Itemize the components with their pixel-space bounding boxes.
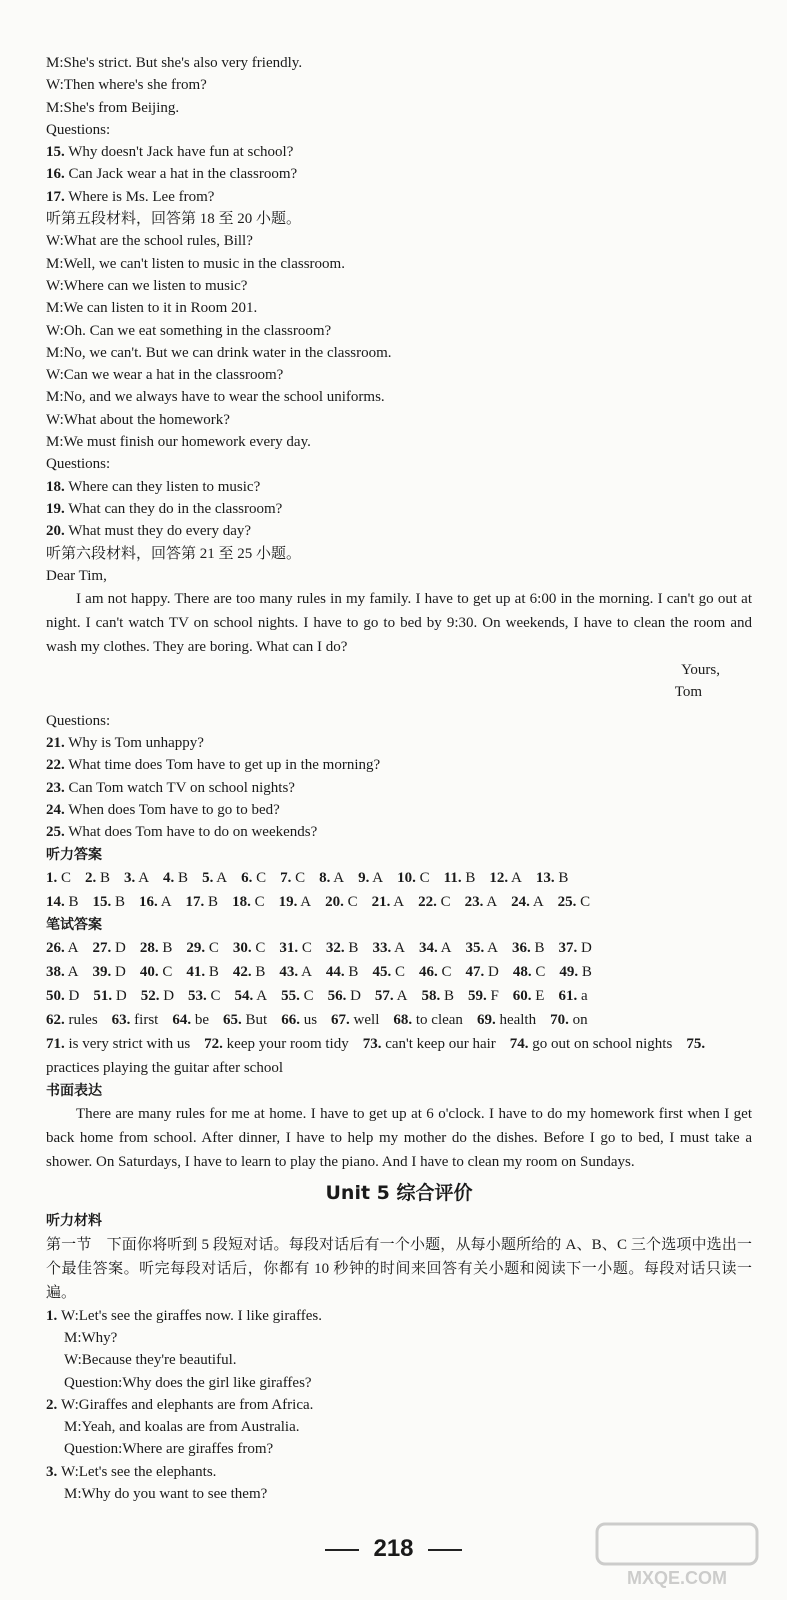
question-number: 24. bbox=[46, 801, 65, 818]
answer-item: 41. B bbox=[186, 964, 219, 981]
answer-item: 37. D bbox=[558, 940, 592, 957]
answer-item: 73. can't keep our hair bbox=[362, 1036, 496, 1053]
answer-item: 55. C bbox=[281, 988, 314, 1005]
page-number: 218 bbox=[0, 1535, 787, 1563]
line-text: W:Giraffes and elephants are from Africa. bbox=[61, 1396, 314, 1413]
text-line bbox=[46, 754, 752, 776]
line-text: M:She's from Beijing. bbox=[46, 99, 180, 116]
answer-item: 59. F bbox=[467, 988, 499, 1005]
answer-item: 58. B bbox=[421, 988, 454, 1005]
text-line bbox=[46, 732, 752, 754]
answer-item: 40. C bbox=[139, 964, 173, 981]
text-line bbox=[46, 543, 752, 565]
text-line bbox=[46, 52, 752, 74]
answer-item: 9. A bbox=[358, 869, 384, 886]
line-text: Where is Ms. Lee from? bbox=[64, 188, 215, 205]
line-text: M:No, we can't. But we can drink water in the classroom. bbox=[46, 344, 392, 361]
answer-item: 10. C bbox=[397, 869, 430, 886]
answer-item: 1. C bbox=[46, 869, 72, 886]
answer-item: 3. A bbox=[124, 869, 150, 886]
question-number: 21. bbox=[46, 735, 65, 752]
text-line bbox=[46, 821, 752, 843]
answer-item: 22. C bbox=[418, 893, 451, 910]
text-line bbox=[46, 409, 752, 431]
answer-item: 74. go out on school nights bbox=[509, 1036, 673, 1053]
text-line bbox=[46, 710, 752, 732]
line-text: M:No, and we always have to wear the school uniforms. bbox=[46, 389, 385, 406]
text-line bbox=[46, 163, 752, 185]
answer-item: 8. A bbox=[319, 869, 345, 886]
answer-item: 28. B bbox=[139, 940, 173, 957]
answer-item: 47. D bbox=[465, 964, 499, 981]
line-text: M:Yeah, and koalas are from Australia. bbox=[64, 1419, 300, 1436]
answer-item: 5. A bbox=[202, 869, 228, 886]
text-line bbox=[46, 799, 752, 821]
question-number: 3. bbox=[46, 1463, 61, 1480]
answer-item: 60. E bbox=[512, 988, 545, 1005]
answer-item: 48. C bbox=[512, 964, 546, 981]
line-text: W:Where can we listen to music? bbox=[46, 277, 248, 294]
text-line bbox=[46, 364, 752, 386]
answer-item: 29. C bbox=[186, 940, 219, 957]
text-line bbox=[46, 97, 752, 119]
answer-item: 25. C bbox=[557, 893, 591, 910]
answer-item: 20. C bbox=[325, 893, 358, 910]
dialog-line bbox=[46, 1483, 752, 1505]
watermark-logo bbox=[577, 1520, 777, 1590]
answer-item: 71. is very strict with us bbox=[46, 1036, 191, 1053]
answer-item: 6. C bbox=[241, 869, 267, 886]
answer-item: 54. A bbox=[234, 988, 268, 1005]
answer-item: 44. B bbox=[325, 964, 359, 981]
letter-close: Yours, bbox=[681, 662, 720, 679]
unit-title: Unit 5 综合评价 bbox=[325, 1182, 473, 1205]
answer-item: 70. on bbox=[550, 1012, 588, 1029]
text-line bbox=[46, 119, 752, 141]
line-text: What time does Tom have to get up in the morning? bbox=[64, 757, 381, 774]
answer-item: 18. C bbox=[232, 893, 265, 910]
line-text: W:What are the school rules, Bill? bbox=[46, 233, 253, 250]
answer-item: 2. B bbox=[85, 869, 111, 886]
line-text: When does Tom have to go to bed? bbox=[64, 801, 280, 818]
answer-item: 67. well bbox=[331, 1012, 380, 1029]
line-text: What does Tom have to do on weekends? bbox=[64, 824, 318, 841]
question-number: 18. bbox=[46, 478, 65, 495]
question-number: 19. bbox=[46, 500, 65, 517]
dialog-line bbox=[46, 1438, 752, 1460]
listening-answers-heading: 听力答案 bbox=[46, 846, 102, 863]
page-content bbox=[46, 52, 752, 1505]
question-number: 1. bbox=[46, 1307, 61, 1324]
answer-item: 46. C bbox=[418, 964, 452, 981]
line-text: M:Why? bbox=[64, 1329, 118, 1346]
answer-item: 43. A bbox=[279, 964, 312, 981]
answer-item: 69. health bbox=[476, 1012, 537, 1029]
line-text: What must they do every day? bbox=[64, 523, 252, 540]
dialog-line bbox=[46, 1394, 752, 1416]
section-intro: 第一节 下面你将听到 5 段短对话。每段对话后有一个小题，从每小题所给的 A、B、C 三个选项中选出一个最佳答案。听完每段对话后，你都有 10 秒钟的时间来回答有关小题和阅读下一小题。每段对话只读一遍。 bbox=[46, 1236, 752, 1301]
answer-item: 64. be bbox=[172, 1012, 210, 1029]
text-line bbox=[46, 431, 752, 453]
answer-item: 53. C bbox=[188, 988, 221, 1005]
dialogs-block bbox=[46, 1305, 752, 1506]
written-answers-heading: 笔试答案 bbox=[46, 916, 102, 933]
line-text: M:Well, we can't listen to music in the classroom. bbox=[46, 255, 345, 272]
answer-item: 4. B bbox=[163, 869, 189, 886]
listening-material-heading: 听力材料 bbox=[46, 1213, 102, 1230]
answer-item: 34. A bbox=[418, 940, 452, 957]
answer-item: 11. B bbox=[443, 869, 476, 886]
answer-item: 66. us bbox=[281, 1012, 318, 1029]
answer-item: 49. B bbox=[559, 964, 592, 981]
answer-item: 61. a bbox=[558, 988, 588, 1005]
answer-item: 38. A bbox=[46, 964, 79, 981]
letter-sign: Tom bbox=[674, 684, 702, 701]
answer-item: 31. C bbox=[279, 940, 312, 957]
line-text: Question:Where are giraffes from? bbox=[64, 1441, 274, 1458]
dialog-line bbox=[46, 1349, 752, 1371]
dialog-line bbox=[46, 1327, 752, 1349]
writing-heading: 书面表达 bbox=[46, 1083, 102, 1100]
listening-answers bbox=[46, 866, 752, 914]
written-answers bbox=[46, 936, 752, 1080]
line-text: 听第六段材料，回答第 21 至 25 小题。 bbox=[46, 545, 302, 562]
letter-body: I am not happy. There are too many rules in my family. I have to get up at 6:00 in the morning. I can't go out at night. I can't watch TV on school nights. I have to go to bed by 9:30. On weekends, I have to clean the room and wash my clothes. They are boring. What can I do? bbox=[46, 591, 752, 656]
answer-item: 62. rules bbox=[46, 1012, 98, 1029]
answer-item: 45. C bbox=[372, 964, 405, 981]
writing-body: There are many rules for me at home. I have to get up at 6 o'clock. I have to do my homework first when I get back home from school. After dinner, I have to help my mother do the dishes. Before I go to bed, I must take a shower. On Saturdays, I have to learn to play the piano. And I have to clean my room on Sundays. bbox=[46, 1106, 752, 1171]
line-text: M:We can listen to it in Room 201. bbox=[46, 300, 258, 317]
dialog-line bbox=[46, 1372, 752, 1394]
answer-item: 21. A bbox=[371, 893, 405, 910]
answer-item: 42. B bbox=[232, 964, 266, 981]
answer-item: 14. B bbox=[46, 893, 79, 910]
text-line bbox=[46, 297, 752, 319]
text-line bbox=[46, 253, 752, 275]
question-number: 17. bbox=[46, 188, 65, 205]
text-line bbox=[46, 520, 752, 542]
watermark-text: MXQE.COM bbox=[626, 1568, 728, 1588]
line-text: W:Because they're beautiful. bbox=[64, 1352, 237, 1369]
answer-item: 50. D bbox=[46, 988, 80, 1005]
answer-item: 36. B bbox=[511, 940, 545, 957]
answer-item: 68. to clean bbox=[393, 1012, 463, 1029]
answer-item: 15. B bbox=[92, 893, 126, 910]
line-text: W:Oh. Can we eat something in the classroom? bbox=[46, 322, 332, 339]
line-text: M:We must finish our homework every day. bbox=[46, 434, 311, 451]
line-text: Why doesn't Jack have fun at school? bbox=[64, 144, 294, 161]
answer-item: 23. A bbox=[464, 893, 498, 910]
answer-item: 12. A bbox=[489, 869, 522, 886]
dialog-line bbox=[46, 1305, 752, 1327]
text-line bbox=[46, 386, 752, 408]
line-text: Questions: bbox=[46, 712, 111, 729]
answer-item: 27. D bbox=[92, 940, 126, 957]
question-number: 20. bbox=[46, 523, 65, 540]
text-line bbox=[46, 275, 752, 297]
question-number: 16. bbox=[46, 166, 65, 183]
answer-item: 35. A bbox=[465, 940, 498, 957]
answer-item: 57. A bbox=[374, 988, 408, 1005]
line-text: W:Then where's she from? bbox=[46, 77, 207, 94]
text-line bbox=[46, 141, 752, 163]
line-text: M:She's strict. But she's also very friendly. bbox=[46, 55, 303, 71]
answer-item: 65. But bbox=[223, 1012, 268, 1029]
dialog-block-top bbox=[46, 52, 752, 587]
line-text: Questions: bbox=[46, 456, 111, 473]
text-line bbox=[46, 342, 752, 364]
text-line bbox=[46, 565, 752, 587]
line-text: W:Let's see the elephants. bbox=[61, 1463, 217, 1480]
answer-item: 33. A bbox=[372, 940, 405, 957]
text-line bbox=[46, 320, 752, 342]
line-text: Dear Tim, bbox=[46, 567, 107, 584]
line-text: Question:Why does the girl like giraffes? bbox=[64, 1374, 312, 1391]
line-text: Why is Tom unhappy? bbox=[64, 735, 204, 752]
text-line bbox=[46, 208, 752, 230]
line-text: Can Jack wear a hat in the classroom? bbox=[64, 166, 298, 183]
dialog-line bbox=[46, 1416, 752, 1438]
answer-item: 7. C bbox=[280, 869, 306, 886]
question-number: 25. bbox=[46, 824, 65, 841]
text-line bbox=[46, 498, 752, 520]
line-text: Questions: bbox=[46, 121, 111, 138]
answer-item: 63. first bbox=[111, 1012, 159, 1029]
answer-item: 24. A bbox=[511, 893, 544, 910]
answer-item: 17. B bbox=[185, 893, 219, 910]
answer-item: 75. practices playing the guitar after school bbox=[46, 1036, 706, 1077]
text-line bbox=[46, 476, 752, 498]
line-text: W:What about the homework? bbox=[46, 411, 230, 428]
text-line bbox=[46, 777, 752, 799]
answer-item: 26. A bbox=[46, 940, 79, 957]
text-line bbox=[46, 453, 752, 475]
answer-item: 30. C bbox=[232, 940, 266, 957]
answer-item: 56. D bbox=[327, 988, 361, 1005]
text-line bbox=[46, 74, 752, 96]
text-line bbox=[46, 230, 752, 252]
answer-item: 39. D bbox=[92, 964, 126, 981]
question-number: 2. bbox=[46, 1396, 61, 1413]
line-text: W:Can we wear a hat in the classroom? bbox=[46, 367, 284, 384]
line-text: Where can they listen to music? bbox=[64, 478, 261, 495]
line-text: Can Tom watch TV on school nights? bbox=[64, 779, 295, 796]
answer-item: 16. A bbox=[139, 893, 172, 910]
answer-item: 72. keep your room tidy bbox=[204, 1036, 349, 1053]
dialog-line bbox=[46, 1461, 752, 1483]
question-number: 22. bbox=[46, 757, 65, 774]
line-text: What can they do in the classroom? bbox=[64, 500, 283, 517]
question-number: 15. bbox=[46, 144, 65, 161]
answer-item: 13. B bbox=[535, 869, 569, 886]
text-line bbox=[46, 186, 752, 208]
questions-block bbox=[46, 710, 752, 844]
question-number: 23. bbox=[46, 779, 65, 796]
answer-item: 52. D bbox=[140, 988, 175, 1005]
answer-item: 32. B bbox=[325, 940, 359, 957]
line-text: M:Why do you want to see them? bbox=[64, 1486, 268, 1503]
answer-item: 19. A bbox=[278, 893, 312, 910]
line-text: W:Let's see the giraffes now. I like giraffes. bbox=[61, 1307, 322, 1324]
answer-item: 51. D bbox=[93, 988, 127, 1005]
line-text: 听第五段材料，回答第 18 至 20 小题。 bbox=[46, 211, 302, 228]
